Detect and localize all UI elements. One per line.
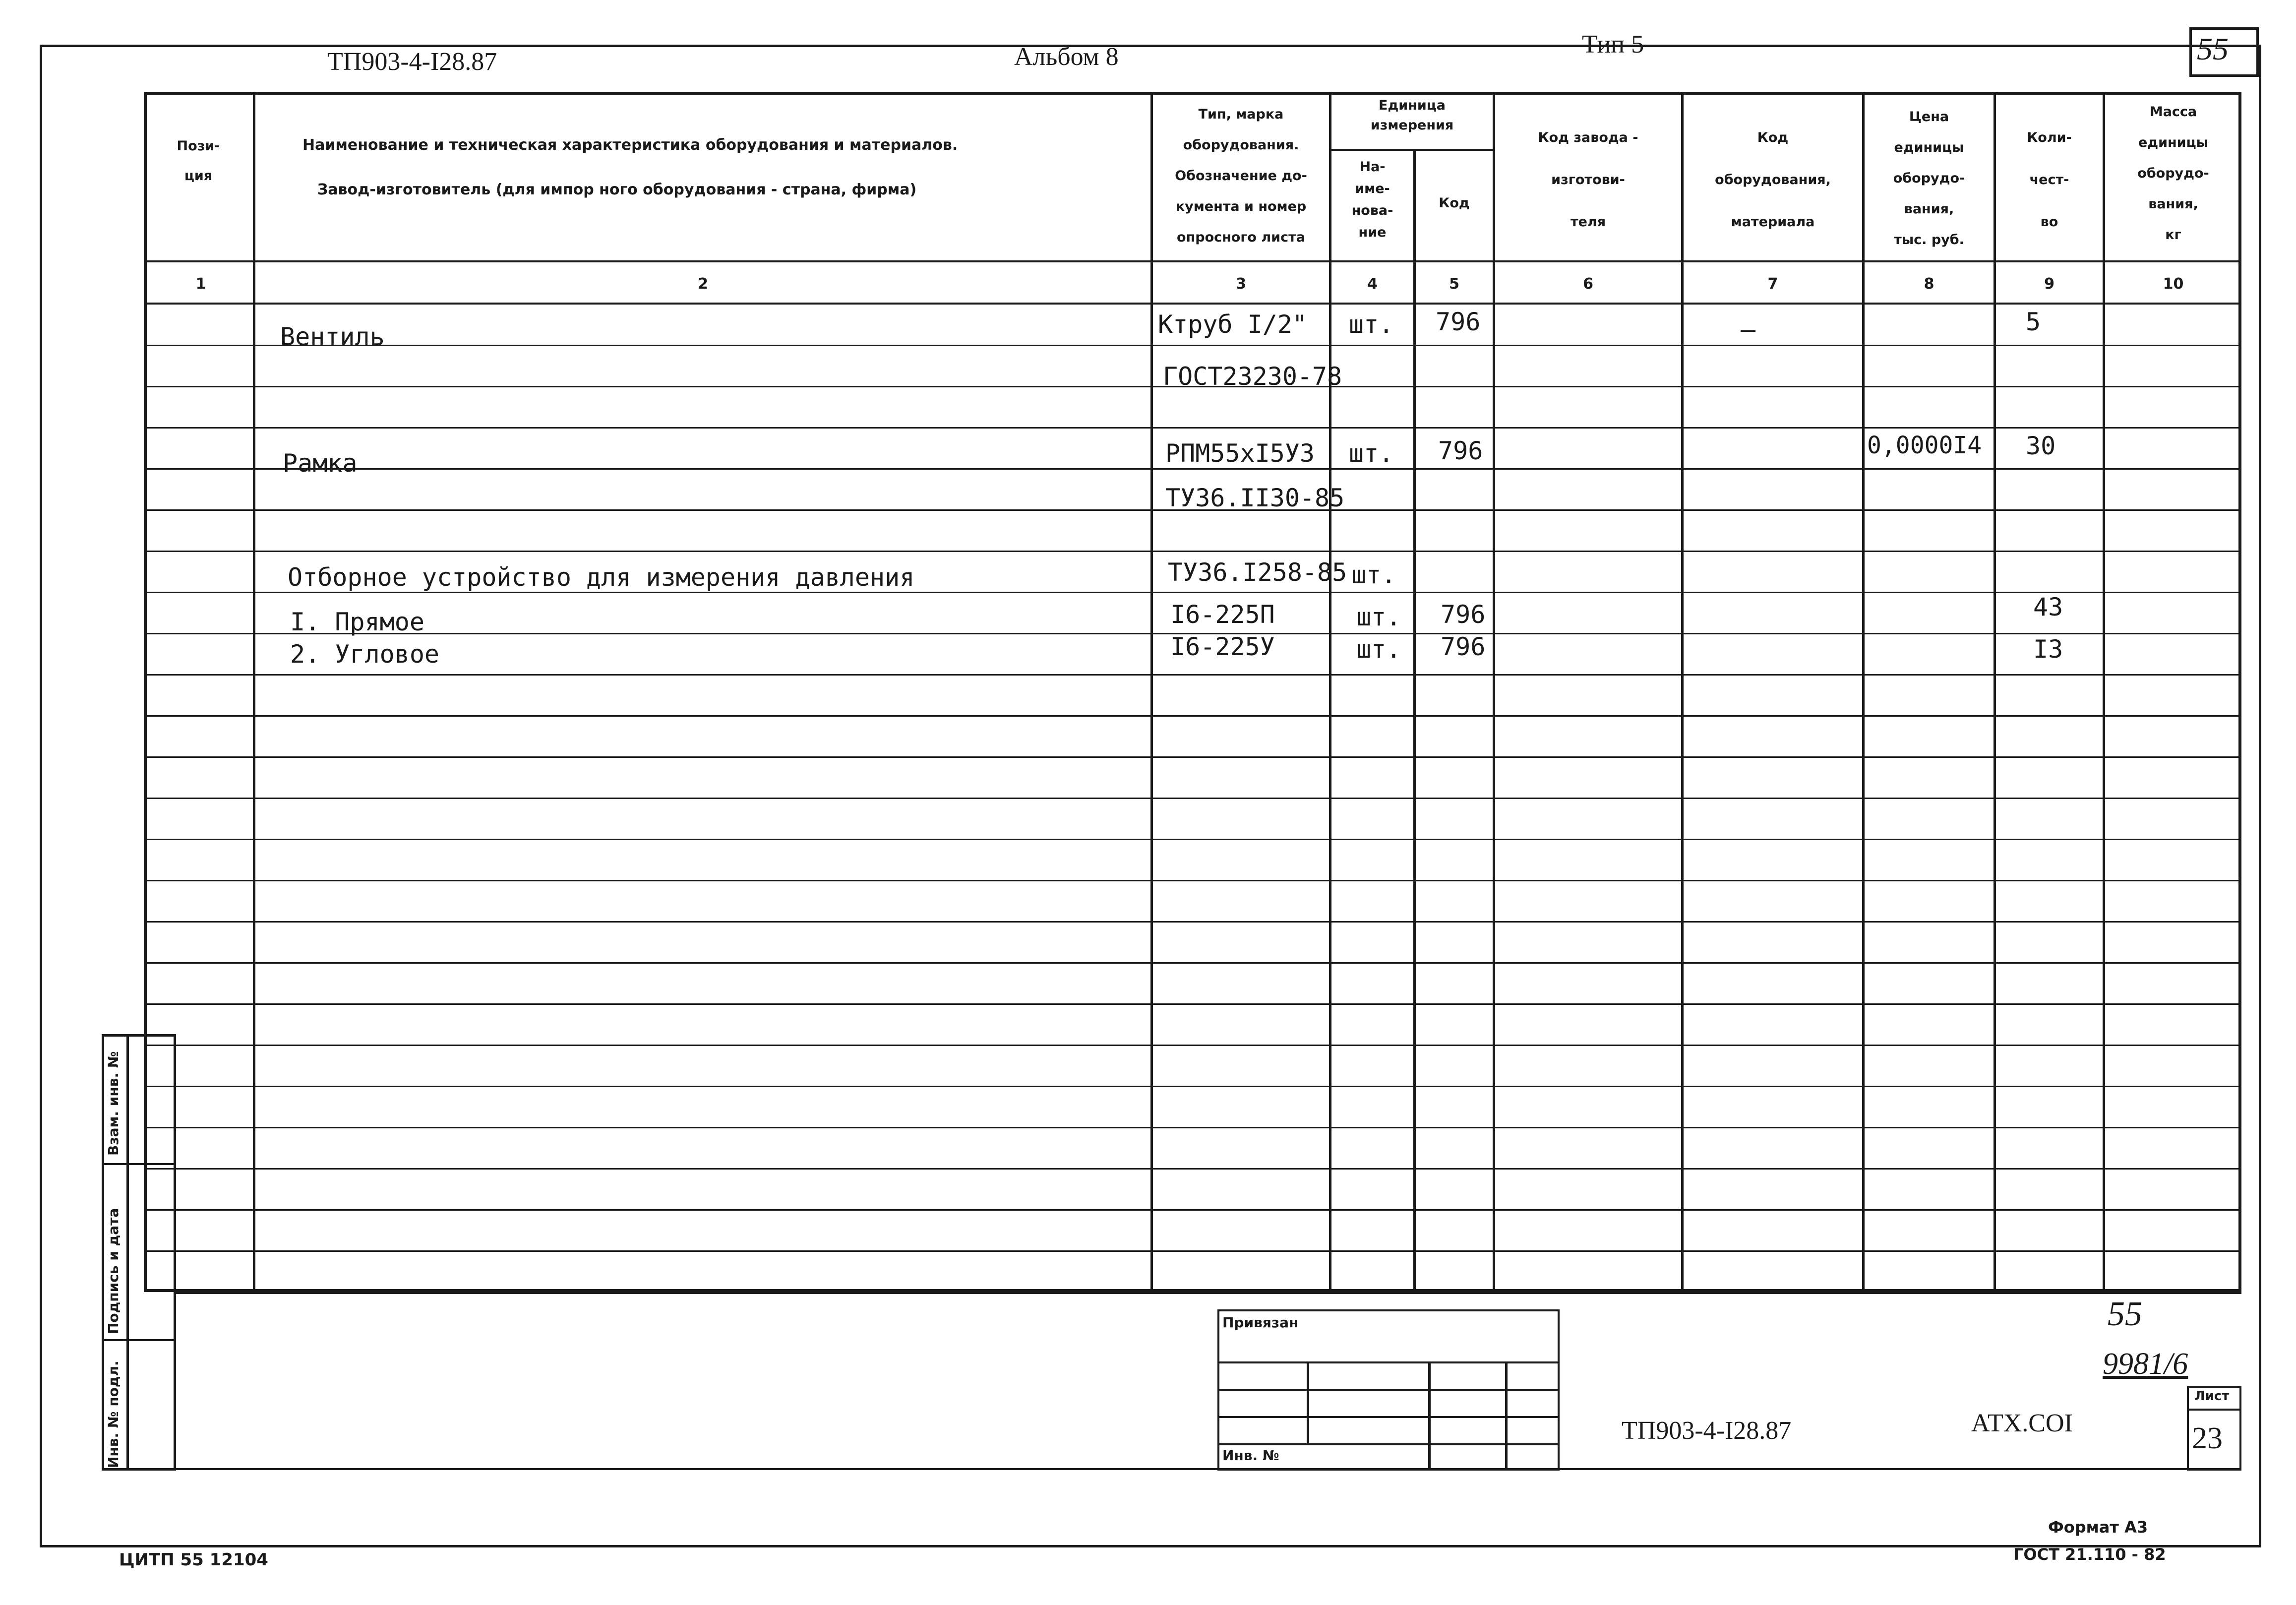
row6-quantity: 43 xyxy=(2033,593,2063,621)
col-header-unit-code: Код xyxy=(1439,195,1470,211)
row3-price: 0,0000I4 xyxy=(1867,432,1982,459)
attached-line-4 xyxy=(1217,1443,1560,1445)
attached-vline-3 xyxy=(1505,1361,1508,1471)
row1-code: 796 xyxy=(1436,308,1481,336)
col-line-3 xyxy=(1329,92,1331,1292)
table-row-line xyxy=(144,921,2241,923)
col-line-5 xyxy=(1493,92,1495,1292)
col-line-4 xyxy=(1413,149,1416,1292)
title-block-left-line xyxy=(174,1292,176,1471)
table-row-line xyxy=(144,756,2241,758)
row7-type: I6-225У xyxy=(1170,632,1275,661)
title-doc-code: ТП903-4-I28.87 xyxy=(1622,1417,1792,1445)
col-number-6: 6 xyxy=(1583,275,1593,293)
header-type: Тип 5 xyxy=(1582,30,1644,59)
side-stamp-line-2 xyxy=(102,1339,176,1341)
side-stamp-line-1 xyxy=(102,1163,176,1165)
table-row-line xyxy=(144,1250,2241,1252)
table-row-line xyxy=(144,468,2241,470)
table-row-line xyxy=(144,962,2241,964)
colnum-line xyxy=(144,303,2241,305)
row7-quantity: I3 xyxy=(2033,635,2063,664)
sheet-number: 23 xyxy=(2192,1421,2223,1455)
row6-unit: шт. xyxy=(1356,603,1401,631)
row7-name: 2. Угловое xyxy=(290,640,440,669)
col-header-unit: Единица измерения xyxy=(1370,98,1454,133)
col-line-1 xyxy=(253,92,255,1292)
table-row-line xyxy=(144,345,2241,346)
col-number-1: 1 xyxy=(195,275,206,293)
row3-code: 796 xyxy=(1438,436,1483,465)
row2-type: ГОСТ23230-78 xyxy=(1163,362,1342,391)
row1-unit: шт. xyxy=(1349,310,1394,339)
row5-name: Отборное устройство для измерения давления xyxy=(288,563,915,592)
table-row-line xyxy=(144,1003,2241,1005)
row1-type: Ктруб I/2" xyxy=(1158,310,1308,339)
col-line-9 xyxy=(2103,92,2105,1292)
sheet-box-line xyxy=(2187,1409,2241,1411)
table-row-line xyxy=(144,551,2241,552)
row3-unit: шт. xyxy=(1349,439,1394,468)
side-label-original-inv: Инв. № подл. xyxy=(105,1360,121,1468)
col-line-8 xyxy=(1994,92,1996,1292)
row6-code: 796 xyxy=(1441,600,1486,629)
col-header-equipment-code: Код оборудования, материала xyxy=(1715,130,1831,230)
table-row-line xyxy=(144,839,2241,840)
col-number-7: 7 xyxy=(1767,275,1778,293)
header-album: Альбом 8 xyxy=(1014,43,1119,71)
col-number-5: 5 xyxy=(1449,275,1459,293)
col-number-10: 10 xyxy=(2163,275,2184,293)
row1-quantity: 5 xyxy=(2026,308,2041,336)
col-line-7 xyxy=(1862,92,1865,1292)
row7-unit: шт. xyxy=(1356,635,1401,664)
col-number-4: 4 xyxy=(1367,275,1378,293)
table-row-line xyxy=(144,1209,2241,1211)
col-header-name-1: Наименование и техническая характеристика оборудования и материалов. xyxy=(302,136,958,154)
col-header-price: Цена единицы оборудо- вания, тыс. руб. xyxy=(1893,109,1965,247)
footer-gost: ГОСТ 21.110 - 82 xyxy=(2013,1545,2166,1564)
attached-vline-2 xyxy=(1428,1361,1431,1471)
attached-line-1 xyxy=(1217,1361,1560,1363)
side-label-signature-date: Подпись и дата xyxy=(105,1208,121,1334)
page-number: 55 xyxy=(2197,31,2229,66)
row5-unit: шт. xyxy=(1351,560,1396,589)
row6-type: I6-225П xyxy=(1170,600,1275,629)
spec-table-frame xyxy=(144,92,2241,1292)
row7-code: 796 xyxy=(1441,632,1486,661)
footer-left: ЦИТП 55 12104 xyxy=(119,1550,268,1570)
row3-name: Рамка xyxy=(283,449,358,478)
col-line-6 xyxy=(1681,92,1684,1292)
col-number-8: 8 xyxy=(1924,275,1934,293)
col-header-unit-name: На- име- нова- ние xyxy=(1351,159,1393,240)
attached-label: Привязан xyxy=(1222,1314,1299,1331)
attached-vline-1 xyxy=(1307,1361,1309,1443)
table-row-line xyxy=(144,592,2241,593)
col-number-2: 2 xyxy=(698,275,708,293)
table-row-line xyxy=(144,798,2241,799)
header-line xyxy=(144,260,2241,262)
col-header-position: Пози- ция xyxy=(177,138,220,184)
footer-format: Формат А3 xyxy=(2048,1518,2148,1537)
col-line-2 xyxy=(1150,92,1153,1292)
side-label-replace-inv: Взам. инв. № xyxy=(105,1051,121,1156)
row3-quantity: 30 xyxy=(2026,432,2056,460)
row6-name: I. Прямое xyxy=(290,608,424,636)
col-header-name-2: Завод-изготовитель (для импор ного оборудования - страна, фирма) xyxy=(317,181,917,198)
table-row-line xyxy=(144,1045,2241,1046)
col-header-mass: Масса единицы оборудо- вания, кг xyxy=(2137,104,2209,243)
attached-line-3 xyxy=(1217,1416,1560,1418)
row4-type: ТУ36.II30-85 xyxy=(1165,484,1345,512)
sheet-label: Лист xyxy=(2194,1389,2230,1404)
table-row-line xyxy=(144,715,2241,717)
handwritten-number-2: 9981/6 xyxy=(2103,1347,2188,1381)
header-doc-code: ТП903-4-I28.87 xyxy=(327,48,497,76)
side-stamp-divider xyxy=(126,1034,129,1471)
col-number-3: 3 xyxy=(1236,275,1246,293)
inv-number-label: Инв. № xyxy=(1222,1447,1279,1464)
col-header-quantity: Коли- чест- во xyxy=(2027,130,2072,230)
row1-equipment-code: – xyxy=(1741,315,1756,344)
table-row-line xyxy=(144,1127,2241,1128)
row1-name: Вентиль xyxy=(280,322,385,351)
table-row-line xyxy=(144,880,2241,881)
handwritten-number-1: 55 xyxy=(2108,1295,2142,1333)
unit-split-line xyxy=(1329,149,1493,151)
attached-line-2 xyxy=(1217,1389,1560,1391)
title-sheet-code: АТХ.COI xyxy=(1971,1409,2073,1437)
title-block-top-line xyxy=(176,1292,2241,1294)
table-row-line xyxy=(144,1168,2241,1170)
row5-type: ТУ36.I258-85 xyxy=(1168,558,1347,587)
table-row-line xyxy=(144,674,2241,676)
col-header-type: Тип, марка оборудования. Обозначение до- кумента и номер опросного листа xyxy=(1175,107,1307,245)
row3-type: РПМ55хI5У3 xyxy=(1165,439,1315,468)
table-row-line xyxy=(144,427,2241,429)
table-row-line xyxy=(144,1086,2241,1087)
col-header-factory-code: Код завода - изготови- теля xyxy=(1538,130,1638,230)
col-number-9: 9 xyxy=(2044,275,2054,293)
title-block-bottom-line xyxy=(176,1468,2241,1470)
